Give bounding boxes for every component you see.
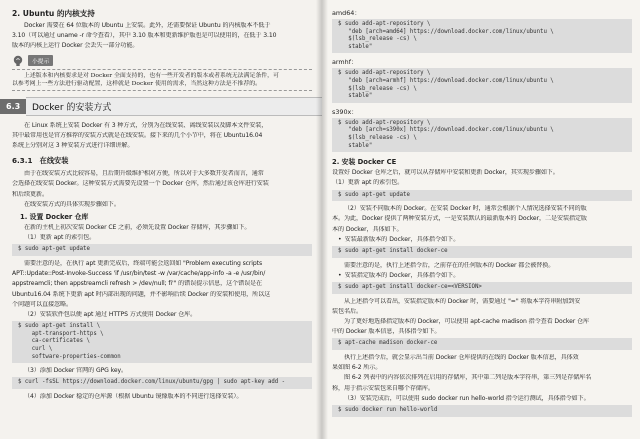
text-line: 设置好 Docker 仓库之后，就可以从存储库中安装和更新 Docker，其实现步骤如下。 bbox=[332, 169, 559, 177]
section-title-kernel: 2. Ubuntu 的内核支持 bbox=[12, 9, 95, 18]
text-line: 在新的主机上初次安装 Docker CE 之前，必须先设置 Docker 存储库，其步骤如下。 bbox=[24, 224, 251, 232]
tip-text-line: 以参考网上一些方法进行驱动配置，这样就是 Docker 使用的需求，当然这种方法是不推荐的。 bbox=[12, 80, 262, 87]
section-number: 6.3 bbox=[0, 99, 26, 114]
bullet-item: • 安装最新版本的 Docker，具体指令如下。 bbox=[338, 236, 632, 244]
section-title: Docker 的安装方式 bbox=[26, 97, 322, 116]
tip-divider bbox=[12, 69, 312, 70]
code-block-latest: $ sudo apt-get install docker-ce bbox=[332, 246, 632, 258]
code-block-gpg: $ curl -fsSL https://download.docker.com/linux/ubuntu/gpg | sudo apt-key add - bbox=[12, 377, 312, 389]
text-line: （2）安装不同版本的 Docker。在安装 Docker 时，通常会根据个人情况选择安装不同的版 bbox=[344, 205, 587, 213]
text-line: 中的 Docker 版本信息，具体指令如下。 bbox=[332, 328, 441, 336]
text-line: Docker 需要在 64 位版本的 Ubuntu 上安装。此外，还需要保证 Ubuntu 的内核版本不低于 bbox=[24, 22, 271, 29]
text-line: （1）更新 apt 的索引包。 bbox=[24, 234, 96, 242]
text-line: 和后续更新。 bbox=[12, 190, 48, 198]
text-line: 执行上述指令后，就会显示出当前 Docker 仓库提供的在线的 Docker 版本信息，具体效 bbox=[344, 353, 579, 361]
online-paragraph bbox=[12, 170, 312, 209]
step1-title: 1. 设置 Docker 仓库 bbox=[20, 213, 89, 222]
tip-label: 小提示 bbox=[28, 55, 53, 66]
code-block-s390x: $ sudo add-apt-repository \ "deb [arch=s390x] https://download.docker.com/linux/ubuntu \ $(lsb_release -cs) \ stable" bbox=[332, 118, 632, 152]
text-line: 版本的内核上运行 Docker 会丢失一部分功能。 bbox=[12, 42, 139, 50]
code-block-update-2: $ sudo apt-get update bbox=[332, 190, 632, 202]
code-block-amd64: $ sudo add-apt-repository \ "deb [arch=amd64] https://download.docker.com/linux/ubuntu \ $(lsb_release -cs) \ stable" bbox=[332, 19, 632, 53]
text-line: （3）添加 Docker 官网的 GPG key。 bbox=[24, 367, 127, 375]
intro-paragraph bbox=[12, 22, 312, 51]
text-line: 由于在线安装方式比较容易，且后期升级维护相对方便，所以对于大多数开发者而言，通常 bbox=[24, 170, 264, 178]
text-line: 为了更好地选择指定版本的 Docker，可以使用 apt-cache madison 指令查看 Docker 仓库 bbox=[344, 317, 589, 325]
arch-label-s390x: s390x： bbox=[332, 107, 358, 116]
text-line: APT::Update::Post-Invoke-Success 'if /usr/bin/test -w /var/cache/app-info -a -e /usr/bin/ bbox=[12, 270, 266, 278]
code-block-install-https: $ sudo apt-get install \ apt-transport-https \ ca-certificates \ curl \ software-properties-common bbox=[12, 321, 312, 363]
right-page bbox=[322, 0, 640, 439]
text-line: （4）添加 Docker 稳定的仓库源（根据 Ubuntu 镜像版本的不同进行选择安装）。 bbox=[24, 393, 243, 401]
tip-header bbox=[12, 55, 312, 67]
code-block-update: $ sudo apt-get update bbox=[12, 244, 312, 256]
text-line: 3.10（可以通过 uname -r 命令查看），其中 3.10 版本和更新维护版也是可以使用的，在低于 3.10 bbox=[12, 32, 277, 40]
text-line: （1）更新 apt 的索引包。 bbox=[332, 179, 404, 187]
code-block-version: $ sudo apt-get install docker-ce=<VERSION> bbox=[332, 282, 632, 294]
text-line: Ubuntu16.04 系统下更新 apt 时内部出现的问题，并不影响后续 Docker 的安装和使用，所以这 bbox=[12, 290, 271, 298]
code-block-armhf: $ sudo add-apt-repository \ "deb [arch=armhf] https://download.docker.com/linux/ubuntu \ $(lsb_release -cs) \ stable" bbox=[332, 68, 632, 102]
tip-box bbox=[12, 55, 312, 91]
book-gutter bbox=[316, 0, 328, 439]
section-heading bbox=[0, 97, 322, 116]
text-line: appstreamcli; then appstreamcli refresh > /dev/null; fi'" 的错误提示信息，这个错误是在 bbox=[12, 280, 263, 288]
text-line: 在 Linux 系统上安装 Docker 有 3 种方式，分别为在线安装、离线安装以及脚本文件安装， bbox=[24, 121, 268, 129]
text-line: 需要注意的是，在执行 apt 更新完成后，终端可能会返回如 "Problem executing scripts bbox=[24, 260, 263, 268]
explain-paragraph bbox=[12, 260, 312, 319]
text-line: （3）安装完成后，可以使用 sudo docker run hello-world 指令运行测试，具体指令如下。 bbox=[344, 394, 590, 402]
tip-divider bbox=[12, 90, 312, 91]
text-line: 在线安装方式的具体实现步骤如下。 bbox=[24, 200, 120, 208]
text-line: 称，用于指示安装包来自哪个存储库。 bbox=[332, 384, 434, 392]
bullet-item: • 安装指定版本的 Docker，具体指令如下。 bbox=[338, 272, 632, 280]
text-line: 果如图 6-2 所示。 bbox=[332, 364, 382, 372]
section-paragraph bbox=[12, 122, 312, 151]
text-line: 本的 Docker，具体如下。 bbox=[332, 225, 403, 233]
text-line: 装包名后。 bbox=[332, 307, 362, 315]
text-line: 其中最常用也是官方推荐的安装方式就是在线安装。接下来的几个小节中，将在 Ubuntu16.04 bbox=[12, 131, 263, 139]
text-line: 从上述指令可以看出，安装指定版本的 Docker 时，需要通过 "=" 将版本字符串附加到安 bbox=[344, 297, 581, 305]
arch-label-armhf: armhf： bbox=[332, 58, 358, 67]
text-line: 个问题可以直接忽略。 bbox=[12, 300, 72, 308]
lightbulb-icon bbox=[12, 55, 25, 67]
text-line: 系统上分别对这 3 种安装方式进行详细讲解。 bbox=[12, 142, 134, 150]
tip-text-line: 上述版本和内核要求是对 Docker 全面支持的，也有一些开发者的版本或者系统无法满足条件，可 bbox=[24, 72, 279, 79]
code-block-madison: $ apt-cache madison docker-ce bbox=[332, 338, 632, 350]
text-line: 本。为此，Docker 提供了两种安装方式，一是安装默认的最新版本的 Docker，二是安装指定版 bbox=[332, 215, 587, 223]
text-line: 会选择在线安装 Docker。这种安装方式需要先设置一个 Docker 仓库，然后通过该仓库进行安装 bbox=[12, 180, 269, 188]
text-line: （2）安装软件包以便 apt 通过 HTTPS 方式使用 Docker 仓库。 bbox=[24, 311, 197, 319]
subsection-title: 6.3.1 在线安装 bbox=[12, 156, 69, 166]
text-line: 图 6-2 列表中的内容依次排列在启用的存储库，其中第二列是版本字符串，第三列是存储库名 bbox=[344, 374, 592, 382]
text-line: 需要注意的是，执行上述指令后，之前存在的任何版本的 Docker 都会被替换。 bbox=[344, 261, 555, 269]
install-title: 2. 安装 Docker CE bbox=[332, 158, 397, 167]
arch-label-amd64: amd64： bbox=[332, 9, 361, 17]
code-block-hello-world: $ sudo docker run hello-world bbox=[332, 405, 632, 417]
